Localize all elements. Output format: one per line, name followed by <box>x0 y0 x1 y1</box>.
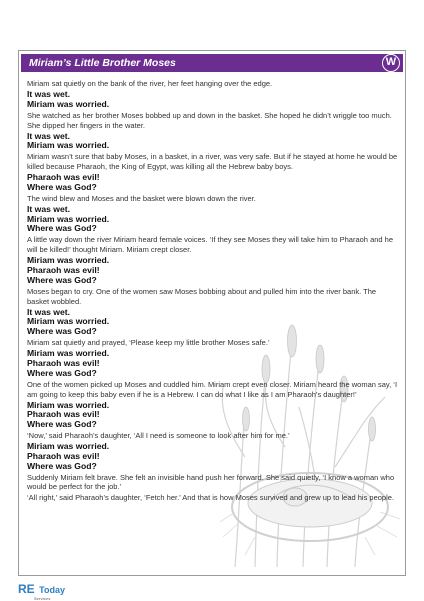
refrain-line: It was wet. <box>27 306 70 317</box>
refrain-line: Where was God? <box>27 181 97 192</box>
story-paragraph: ‘Now,’ said Pharaoh’s daughter, ‘All I need is someone to look after him for me.’ <box>27 431 290 441</box>
refrain-block <box>27 442 399 471</box>
refrain-line: Miriam was worried. <box>27 255 110 266</box>
refrain-block <box>27 90 399 110</box>
refrain-block <box>27 349 399 378</box>
story-paragraph: Miriam wasn’t sure that baby Moses, in a basket, in a river, was very safe. But if he stayed at home he would be killed because Pharaoh, the King of Egypt, was killing all the Hebrew baby boys. <box>27 152 398 172</box>
refrain-line: It was wet. <box>27 130 70 141</box>
refrain-line: Pharaoh was evil! <box>27 450 100 461</box>
story-text <box>27 79 399 504</box>
story-paragraph: A little way down the river Miriam heard female voices. ‘If they see Moses they will take him to Pharaoh and he will be killed!’ thought Miriam. Miriam crept closer. <box>27 235 394 255</box>
refrain-line: It was wet. <box>27 203 70 214</box>
refrain-line: Pharaoh was evil! <box>27 357 100 368</box>
story-paragraph: Moses began to cry. One of the women saw Moses bobbing about and pulled him into the river bank. The basket wobbled. <box>27 286 377 306</box>
refrain-line: Where was God? <box>27 326 97 337</box>
story-paragraph: One of the women picked up Moses and cuddled him. Miriam crept even closer. Miriam heard the woman say, ‘I am going to keep this baby even if he is a Hebrew. I can do what I like as I am Pharaoh’s daughter!’ <box>27 379 398 399</box>
refrain-block <box>27 173 399 193</box>
refrain-line: Miriam was worried. <box>27 441 110 452</box>
refrain-line: Where was God? <box>27 274 97 285</box>
story-frame <box>18 50 406 576</box>
refrain-line: Where was God? <box>27 419 97 430</box>
refrain-block <box>27 205 399 234</box>
refrain-line: Where was God? <box>27 223 97 234</box>
refrain-line: Pharaoh was evil! <box>27 265 100 276</box>
title-banner <box>21 54 403 72</box>
story-paragraph: The wind blew and Moses and the basket were blown down the river. <box>27 193 256 203</box>
refrain-block <box>27 308 399 337</box>
story-paragraph: Suddenly Miriam felt brave. She felt an invisible hand push her forward. She said quietly, ‘I know a woman who would be perfect for the job.’ <box>27 472 395 492</box>
refrain-line: Where was God? <box>27 367 97 378</box>
story-paragraph: ‘All right,’ said Pharaoh’s daughter, ‘Fetch her.’ And that is how Moses survived and grew up to lead his people. <box>27 493 395 503</box>
refrain-line: Miriam was worried. <box>27 316 110 327</box>
refrain-block <box>27 132 399 152</box>
refrain-line: Pharaoh was evil! <box>27 409 100 420</box>
refrain-line: Miriam was worried. <box>27 98 110 109</box>
story-paragraph: She watched as her brother Moses bobbed up and down in the basket. She hoped he didn’t wriggle too much. She dipped her fingers in the water. <box>27 110 392 130</box>
refrain-block <box>27 401 399 430</box>
story-paragraph: Miriam sat quietly and prayed, ‘Please keep my little brother Moses safe.’ <box>27 338 270 348</box>
refrain-line: Pharaoh was evil! <box>27 172 100 183</box>
refrain-line: Miriam was worried. <box>27 140 110 151</box>
refrain-line: Miriam was worried. <box>27 348 110 359</box>
refrain-line: Miriam was worried. <box>27 213 110 224</box>
refrain-line: Where was God? <box>27 460 97 471</box>
worksheet-badge-icon: W <box>382 54 400 72</box>
re-today-logo: RE Today Services <box>18 582 65 601</box>
story-paragraph: Miriam sat quietly on the bank of the river, her feet hanging over the edge. <box>27 79 273 88</box>
refrain-line: Miriam was worried. <box>27 399 110 410</box>
refrain-block <box>27 256 399 285</box>
refrain-line: It was wet. <box>27 88 70 99</box>
page-title: Miriam’s Little Brother Moses <box>29 57 176 69</box>
